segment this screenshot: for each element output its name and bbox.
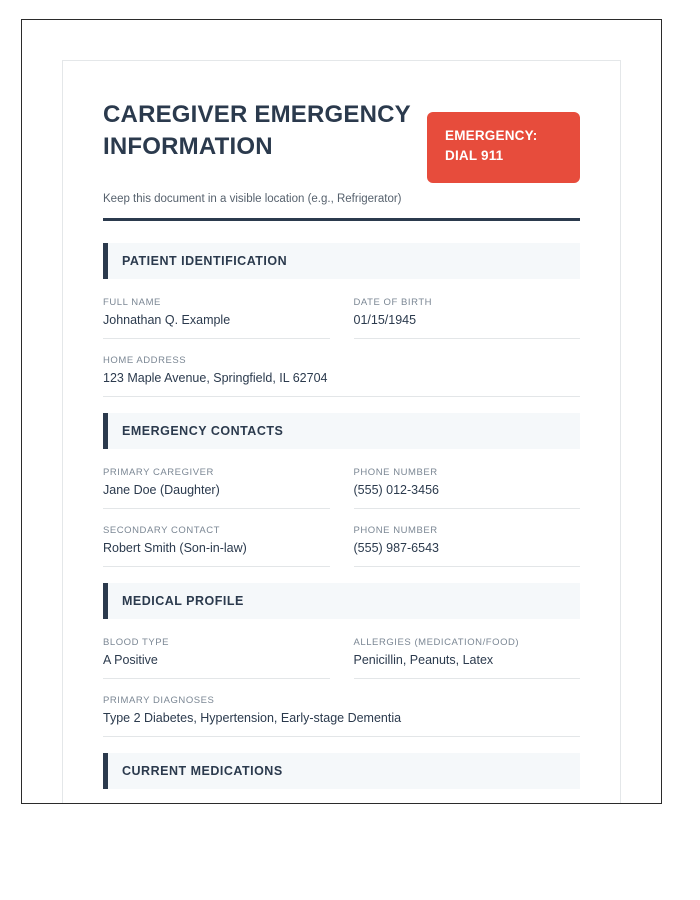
emergency-info-document [62, 60, 621, 804]
field-value: Jane Doe (Daughter) [103, 482, 220, 497]
header-row [103, 99, 580, 183]
section-emergency-contacts [103, 413, 580, 567]
field-label: HOME ADDRESS [103, 354, 187, 366]
section-header-bar [103, 753, 580, 789]
field-row [103, 637, 580, 679]
emergency-badge-line-1: EMERGENCY: [445, 128, 538, 143]
field-label: ALLERGIES (MEDICATION/FOOD) [353, 636, 520, 648]
section-medical-profile [103, 583, 580, 737]
section-title: EMERGENCY CONTACTS [122, 423, 284, 438]
field-label: DATE OF BIRTH [353, 296, 433, 308]
field-primary-diagnoses[interactable] [103, 695, 580, 737]
page-title: CAREGIVER EMERGENCY INFORMATION [103, 101, 411, 160]
field-label: PHONE NUMBER [353, 524, 438, 536]
section-header-bar [103, 413, 580, 449]
field-row [103, 355, 580, 397]
field-value: Johnathan Q. Example [103, 312, 231, 327]
field-value: (555) 987-6543 [353, 540, 439, 555]
section-header-bar [103, 583, 580, 619]
field-value: 01/15/1945 [353, 312, 417, 327]
field-value: Penicillin, Peanuts, Latex [353, 652, 494, 667]
emergency-badge-line-2: DIAL 911 [445, 148, 504, 164]
section-title: CURRENT MEDICATIONS [122, 763, 283, 778]
emergency-dial-badge [427, 112, 580, 183]
field-value: Type 2 Diabetes, Hypertension, Early-stage Dementia [103, 710, 402, 725]
field-label: PRIMARY CAREGIVER [103, 466, 214, 478]
field-row [103, 525, 580, 567]
field-label: SECONDARY CONTACT [103, 524, 221, 536]
section-patient-identification [103, 243, 580, 397]
section-current-medications [103, 753, 580, 789]
field-primary-caregiver[interactable] [103, 467, 330, 509]
field-full-name[interactable] [103, 297, 330, 339]
document-subtitle: Keep this document in a visible location (e.g., Refrigerator) [103, 192, 402, 205]
field-secondary-contact[interactable] [103, 525, 330, 567]
field-value: (555) 012-3456 [353, 482, 439, 497]
field-label: FULL NAME [103, 296, 161, 308]
field-phone-number[interactable] [354, 467, 581, 509]
section-title: MEDICAL PROFILE [122, 593, 244, 608]
field-row [103, 297, 580, 339]
field-label: PRIMARY DIAGNOSES [103, 694, 215, 706]
sections-container [103, 243, 580, 789]
field-blood-type[interactable] [103, 637, 330, 679]
document-header [103, 99, 580, 218]
field-phone-number[interactable] [354, 525, 581, 567]
field-date-of-birth[interactable] [354, 297, 581, 339]
field-home-address[interactable] [103, 355, 580, 397]
field-label: BLOOD TYPE [103, 636, 170, 648]
field-value: Robert Smith (Son-in-law) [103, 540, 247, 555]
section-header-bar [103, 243, 580, 279]
field-value: 123 Maple Avenue, Springfield, IL 62704 [103, 370, 328, 385]
browser-viewport [21, 19, 662, 804]
field-row [103, 467, 580, 509]
header-divider [103, 218, 580, 221]
field-label: PHONE NUMBER [353, 466, 438, 478]
field-row [103, 695, 580, 737]
field-allergies-medication-food[interactable] [354, 637, 581, 679]
field-value: A Positive [103, 652, 158, 667]
section-title: PATIENT IDENTIFICATION [122, 253, 288, 268]
